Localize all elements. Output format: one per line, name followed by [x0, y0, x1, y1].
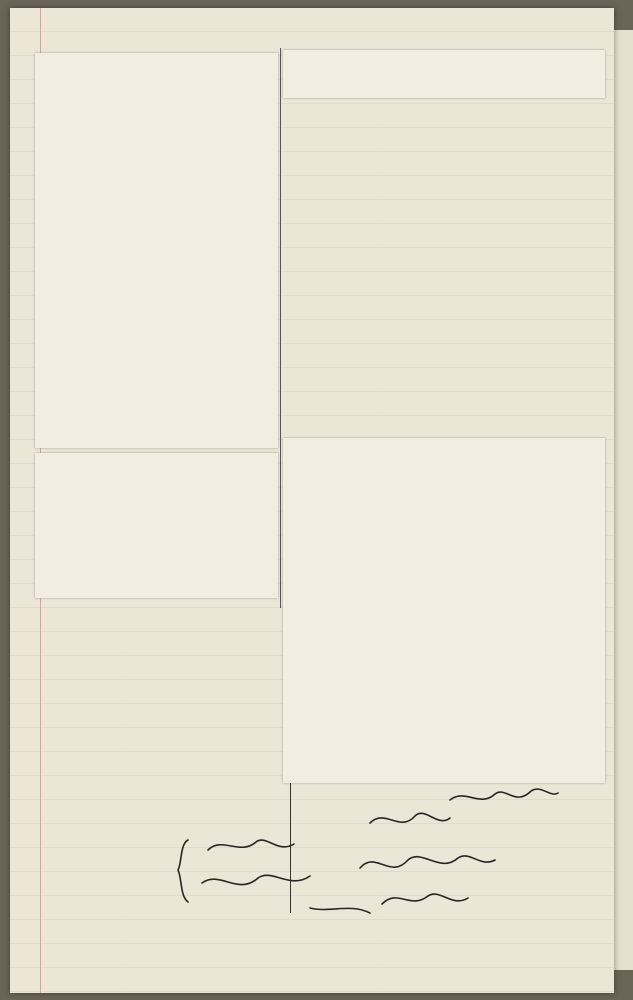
document-page	[10, 8, 614, 993]
handwritten-signatures	[10, 8, 614, 993]
